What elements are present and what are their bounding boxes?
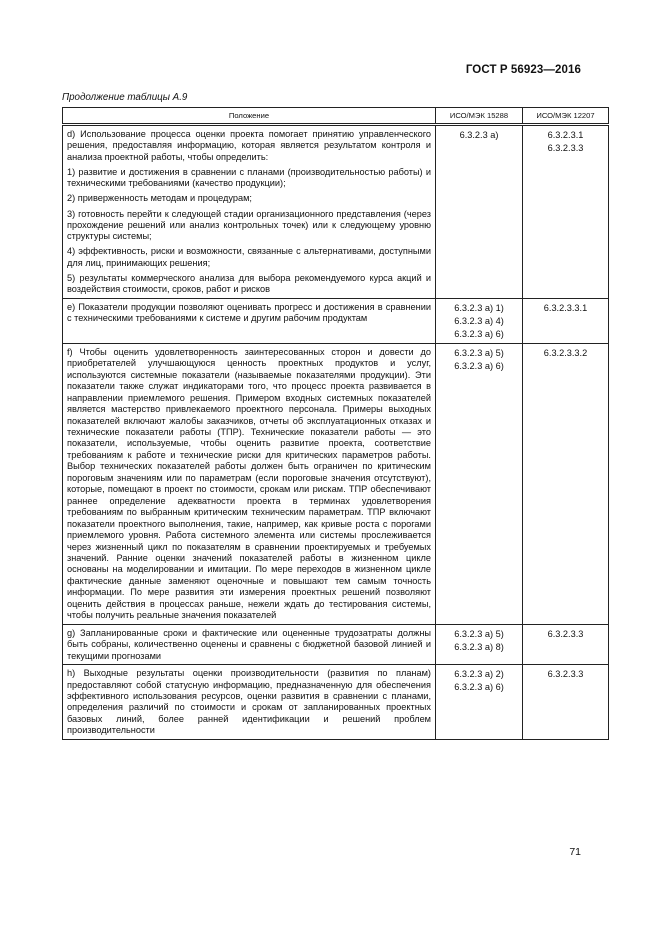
clause-reference: 6.3.2.3 а) 5) [454, 347, 504, 358]
table-header-row [63, 108, 609, 125]
table-caption: Продолжение таблицы А.9 [62, 92, 188, 103]
clause-reference: 6.3.2.3.1 [547, 130, 584, 140]
clause-reference: 6.3.2.3 а) 6) [454, 682, 504, 693]
iso-15288-cell [436, 298, 523, 343]
provision-paragraph: 5) результаты коммерческого анализа для выбора рекомендуемого курса акций и воздействия стоимости, сроков, работ и рисков [67, 272, 431, 295]
clause-reference: 6.3.2.3.3.2 [543, 347, 588, 358]
table-row [63, 624, 609, 664]
iso-15288-cell [436, 665, 523, 740]
column-header-iso-12207: ИСО/МЭК 12207 [523, 108, 609, 125]
column-header-iso-15288: ИСО/МЭК 15288 [436, 108, 523, 125]
provision-paragraph: е) Показатели продукции позволяют оценивать прогресс и достижения в сравнении с техническими требованиями к системе и другим рабочим продуктам [67, 301, 431, 324]
iso-15288-cell [436, 624, 523, 664]
table-row [63, 125, 609, 299]
clause-reference: 6.3.2.3 а) [459, 130, 499, 140]
table-row [63, 298, 609, 343]
provision-paragraph: d) Использование процесса оценки проекта помогает принятию управленческого решения, предоставляя информацию, которая является результатом контроля и анализа проектной работы, чтобы определить: [67, 129, 431, 162]
iso-12207-cell [523, 343, 609, 624]
provision-paragraph: h) Выходные результаты оценки производительности (развития по планам) предоставляют собой статусную информацию, предназначенную для обеспечения эффективного использования ресурсов, оценки развития в сравнении с планами, определения различий по стоимости и срокам от запланированных проектных базовых линий, более ранней идентификации и решений проблем производительности [67, 668, 431, 736]
provision-cell [63, 343, 436, 624]
iso-12207-cell [523, 125, 609, 299]
iso-15288-cell [436, 125, 523, 299]
iso-12207-cell [523, 298, 609, 343]
table-row [63, 343, 609, 624]
clause-reference: 6.3.2.3.3.1 [543, 302, 588, 313]
clause-reference: 6.3.2.3 а) 5) [454, 628, 504, 639]
iso-15288-cell [436, 343, 523, 624]
clause-reference: 6.3.2.3 а) 4) [454, 315, 504, 326]
clause-reference: 6.3.2.3.3 [547, 628, 584, 639]
provision-paragraph: 2) приверженность методам и процедурам; [67, 193, 252, 204]
clause-reference: 6.3.2.3 а) 8) [454, 641, 504, 652]
requirements-table [62, 107, 609, 740]
provision-cell [63, 624, 436, 664]
clause-reference: 6.3.2.3.3 [547, 669, 584, 680]
clause-reference: 6.3.2.3 а) 6) [454, 360, 504, 371]
provision-cell [63, 298, 436, 343]
provision-cell [63, 665, 436, 740]
page-number: 71 [569, 846, 581, 858]
column-header-provision: Положение [63, 108, 436, 125]
iso-12207-cell [523, 665, 609, 740]
provision-paragraph: 1) развитие и достижения в сравнении с планами (производительностью работы) и техническими требованиями (качество продукции); [67, 166, 431, 189]
provision-paragraph: f) Чтобы оценить удовлетворенность заинтересованных сторон и довести до приобретателей улучшающуюся ценность проектных продуктов и услуг, используются системные показатели (называемые показателями продукции). Эти показатели также служат индикаторами того, что процесс проекта развивается в направлении приемлемого решения. Примером входных системных показателей является мастерство привлекаемого проектного персонала. Примеры выходных показателей включают жалобы заказчиков, отчеты об эксплуатационных отказах и технические показатели работы (ТПР). Технические показатели работы — это показатели, используемые, чтобы оценить развитие проекта, соответствие требованиям к работе и технические риски для критических параметров работы. Выбор технических показателей работы должен быть ограничен по критическим пороговым значениям или по параметрам (если пороговые значения отсутствуют), которые, помещают в проект по стоимости, срокам или рискам. ТПР обеспечивают раннее определение адекватности проекта в терминах удовлетворения требованиям по выбранным критическим техническим параметрам. ТПР включают показатели проектного выполнения, такие, например, как кривые роста с порогами приемлемого уровня. Работа системного элемента или системы прослеживается через жизненный цикл по показателям в сравнении проектируемых и требуемых значений. Ранние оценки значений показателей работы в жизненном цикле основаны на моделировании и имитации. По мере переходов в жизненном цикле фактические данные заменяют оценочные и повышают тем самым точность информации. По мере развития эти измерения проектных решений позволяют оценить действия в процессах раньше, нежели ждать до тестирования системы, чтобы получить реальные значения показателей [67, 346, 431, 621]
provision-paragraph: 3) готовность перейти к следующей стадии организационного представления (через прохождение решений или анализ контрольных точек) или к следующему уровню структуры системы; [67, 208, 431, 242]
clause-reference: 6.3.2.3 а) 6) [454, 328, 504, 339]
document-standard-number: ГОСТ Р 56923—2016 [465, 64, 581, 76]
clause-reference: 6.3.2.3.3 [547, 143, 584, 153]
provision-cell [63, 125, 436, 299]
clause-reference: 6.3.2.3 а) 1) [454, 302, 504, 313]
provision-paragraph: g) Запланированные сроки и фактические или оцененные трудозатраты должны быть собраны, количественно оценены и сравнены с бюджетной базовой линией и текущими прогнозами [67, 627, 431, 661]
iso-12207-cell [523, 624, 609, 664]
table-row [63, 665, 609, 740]
provision-paragraph: 4) эффективность, риски и возможности, связанные с альтернативами, доступными для лиц, принимающих решения; [67, 246, 431, 268]
clause-reference: 6.3.2.3 а) 2) [454, 669, 504, 680]
